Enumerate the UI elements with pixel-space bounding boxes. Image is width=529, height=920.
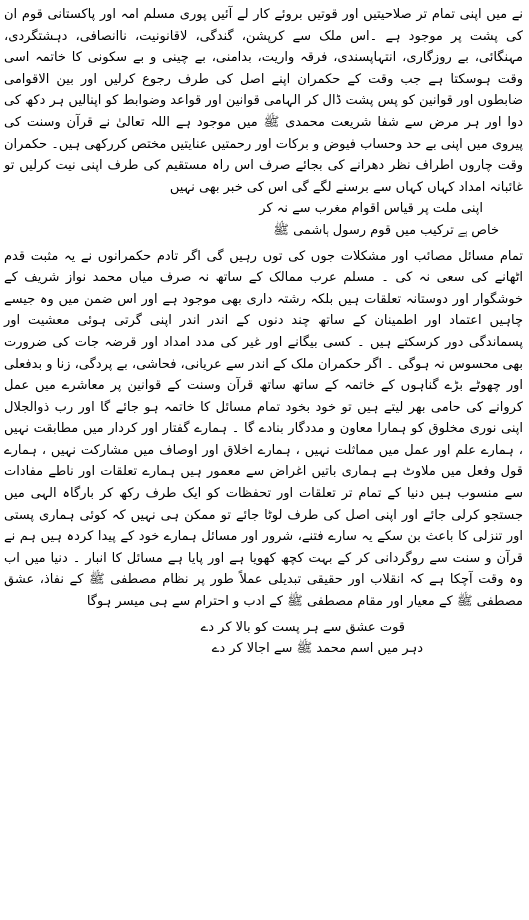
verse-line: اپنی ملت پر قیاس اقوام مغرب سے نہ کر [259,201,483,217]
verse-line: دہر میں اسم محمد ﷺ سے اجالا کر دے [211,641,423,657]
verse-line: قوت عشق سے ہر پست کو بالا کر دے [200,619,405,635]
article-paragraph: نے میں اپنی تمام تر صلاحیتیں اور قوتیں بروئے کار لے آئیں پوری مسلم امہ اور پاکستانی قوم ان کی پشت پر موجود ہے ۔اس ملک سے کرپشن، گندگی، لاقانونیت، ناانصافی، دہشتگردی، مہنگائی، بے روزگاری، انتہاپسندی، فرقہ واریت، بدامنی، بے چینی و بے سکونی کا خاتمہ اسی وقت ہوسکتا ہے جب وقت کے حکمران اپنے اصل کی طرف رجوع کرلیں اور بین الاقوامی ضابطوں اور قوانین کو پس پشت ڈال کر الہامی قوانین اور قواعد وضوابط کو اپنالیں ہر دکھ کی دوا اور ہر مرض سے شفا شریعت محمدی ﷺ میں موجود ہے اللہ تعالیٰ نے قرآن وسنت کی پیروی میں اپنی بے حد وحساب فیوض و برکات اور رحمتیں عنایتیں مختص کررکھی ہیں۔ حکمران وقت چاروں اطراف نظر دھرانے کی بجائے صرف اس راہ مستقیم کی طرف اپنی نیت کرلیں تو غائبانہ امداد کہاں کہاں سے برسنے لگے گی اس کی خبر بھی نہیں [4,7,523,195]
verse-line: خاص ہے ترکیب میں قوم رسول ہاشمی ﷺ [273,222,499,238]
article-paragraph: تمام مسائل مصائب اور مشکلات جوں کی توں رہیں گی اگر تادم حکمرانوں نے یہ مثبت قدم اٹھانے کی سعی نہ کی ۔ مسلم عرب ممالک کے ساتھ نہ صرف میاں محمد نواز شریف کے خوشگوار اور دوستانہ تعلقات ہیں بلکہ رشتہ داری بھی موجود ہے اور اس ضمن میں وہ جیسے چاہیں اعتماد اور اطمینان کے ساتھ چند دنوں کے اندر اندر اپنی گرتی ہوئی معشیت اور پسماندگی دور کرسکتے ہیں ۔ کسی بیگانے اور غیر کی مدد امداد اور قرضہ جات کی ضرورت بھی محسوس نہ ہوگی ۔ اگر حکمران ملک کے اندر سے عریانی، فحاشی، بے پردگی، زنا و بدفعلی اور چھوٹے بڑے گناہوں کے خاتمہ کے ساتھ ساتھ قرآن وسنت کے قوانین پر معاشرے میں عمل کروانے کی حامی بھر لیتے ہیں تو خود بخود تمام مسائل کا خاتمہ ہو جائے گا اور رب ذوالجلال اپنی نوری مخلوق کو ہمارا معاون و مددگار بنادے گا ۔ ہمارے گفتار اور کردار میں مطابقت نہیں ، ہمارے علم اور عمل میں مماثلت نہیں ، ہمارے اخلاق اور اوصاف میں مشارکت نہیں ، ہمارے قول وفعل میں ملاوٹ ہے ہماری باتیں اغراض سے معمور ہیں ہمارے تعلقات اور ناطے مفادات سے منسوب ہیں دنیا کے تمام تر تعلقات اور تحفظات کو ایک طرف رکھ کر بارگاہ الہی میں جستجو کرلی جائے اور اپنی اصل کی طرف لوٹا جائے تو ممکن ہی نہیں کہ کوئی ہماری پستی اور تنزلی کا باعث بن سکے یہ سارے فتنے، شرور اور مسائل ہمارے خود کے پیدا کردہ ہیں ہم نے قرآن و سنت سے روگردانی کر کے بہت کچھ کھویا ہے اور پایا ہے مسائل کا انبار ۔ دنیا میں اب وہ وقت آچکا ہے کہ انقلاب اور حقیقی تبدیلی عملاً طور پر نظام مصطفی ﷺ کے نفاذ، عشق مصطفی ﷺ کے معیار اور مقام مصطفی ﷺ کے ادب و احترام سے ہی میسر ہوگا [4,248,523,610]
